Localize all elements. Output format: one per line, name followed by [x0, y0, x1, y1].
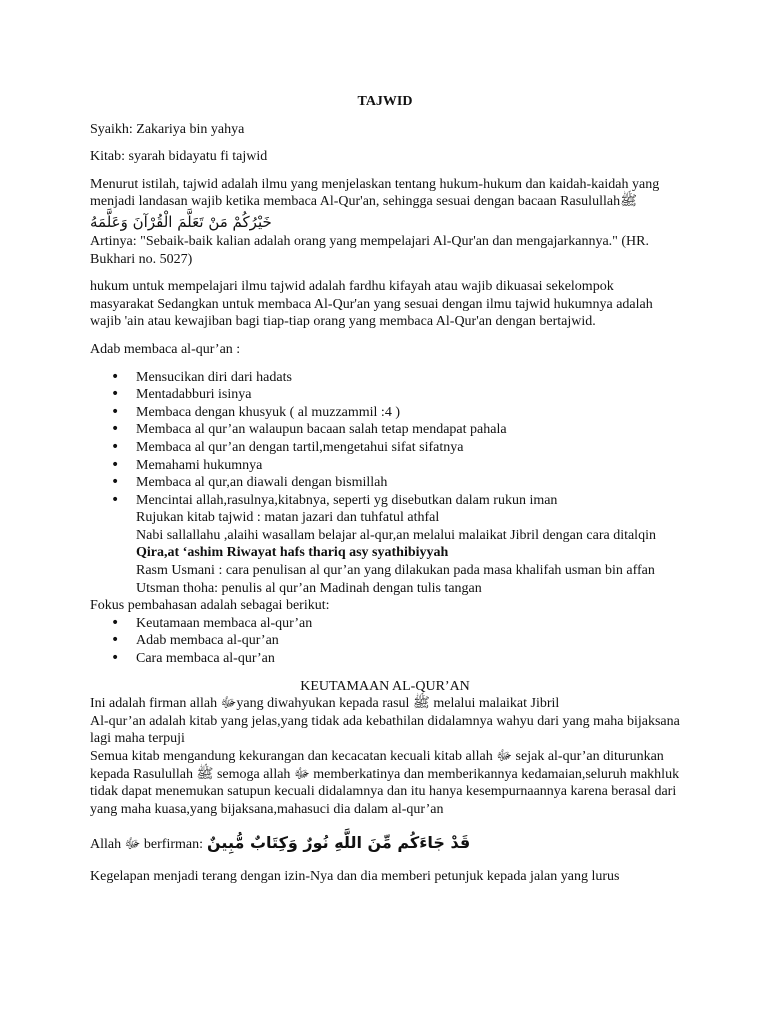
keutamaan-para-2: Al-qur’an adalah kitab yang jelas,yang tidak ada kebathilan didalamnya wahyu dari yang maha bijaksana lagi maha terpuji: [90, 713, 680, 747]
list-item: • Memahami hukumnya: [136, 457, 680, 475]
adab-heading: Adab membaca al-qur’an :: [90, 341, 241, 357]
list-item: • Membaca dengan khusyuk ( al muzzammil :4 ): [136, 404, 680, 422]
author-line: Syaikh: Zakariya bin yahya: [90, 121, 245, 137]
keutamaan-para-1: Ini adalah firman allah ﷻyang diwahyukan kepada rasul ﷺ melalui malaikat Jibril: [90, 696, 560, 712]
intro-paragraph: Menurut istilah, tajwid adalah ilmu yang menjelaskan tentang hukum-hukum dan kaidah-kaidah yang menjadi landasan wajib ketika membaca Al-Qur'an, sehingga sesuai dengan bacaan Rasulullahﷺ: [90, 176, 660, 210]
note-qiraat: Qira,at ‘ashim Riwayat hafs thariq asy syathibiyyah: [136, 545, 449, 561]
adab-list: [90, 369, 680, 510]
closing-paragraph: Kegelapan menjadi terang dengan izin-Nya dan dia memberi petunjuk kepada jalan yang lurus: [90, 869, 620, 885]
ayah-arabic: قَدْ جَاءَكُم مِّنَ اللَّهِ نُورٌ وَكِتَابٌ مُّبِينٌ: [207, 833, 471, 853]
hadith-meaning: Artinya: "Sebaik-baik kalian adalah orang yang mempelajari Al-Qur'an dan mengajarkannya." (HR. Bukhari no. 5027): [90, 233, 649, 267]
hadith-arabic: خَيْرُكُمْ مَنْ تَعَلَّمَ الْقُرْآنَ وَعَلَّمَهُ: [90, 212, 272, 231]
list-item: • Mencintai allah,rasulnya,kitabnya, seperti yg disebutkan dalam rukun iman: [136, 492, 680, 510]
section-title: KEUTAMAAN AL-QUR’AN: [300, 678, 470, 694]
fokus-heading: Fokus pembahasan adalah sebagai berikut:: [90, 598, 330, 614]
list-item: • Cara membaca al-qur’an: [136, 650, 680, 668]
list-item: • Mentadabburi isinya: [136, 386, 680, 404]
ayah-line: [90, 832, 680, 854]
note-nabi: Nabi sallallahu ,alaihi wasallam belajar al-qur,an melalui malaikat Jibril dengan cara ditalqin: [136, 527, 656, 543]
list-item: • Keutamaan membaca al-qur’an: [136, 615, 680, 633]
list-item: • Membaca al qur’an walaupun bacaan salah tetap mendapat pahala: [136, 421, 680, 439]
book-line: Kitab: syarah bidayatu fi tajwid: [90, 149, 268, 165]
ruling-paragraph: hukum untuk mempelajari ilmu tajwid adalah fardhu kifayah atau wajib dikuasai sekelompok masyarakat Sedangkan untuk membaca Al-Qur'an yang sesuai dengan ilmu tajwid hukumnya adalah wajib 'ain atau kewajiban bagi tiap-tiap orang yang membaca Al-Qur'an dengan bertajwid.: [90, 279, 653, 330]
allah-label: Allah ﷻ berfirman:: [90, 837, 204, 853]
list-item: • Adab membaca al-qur’an: [136, 632, 680, 650]
list-item: • Mensucikan diri dari hadats: [136, 369, 680, 387]
note-rujukan: Rujukan kitab tajwid : matan jazari dan tuhfatul athfal: [136, 510, 440, 526]
document-title: TAJWID: [357, 94, 413, 109]
note-utsman: Utsman thoha: penulis al qur’an Madinah dengan tulis tangan: [136, 580, 482, 596]
list-item: • Membaca al qur’an dengan tartil,mengetahui sifat sifatnya: [136, 439, 680, 457]
document-body: [90, 93, 680, 886]
list-item: • Membaca al qur,an diawali dengan bismillah: [136, 474, 680, 492]
notes-block: [90, 509, 680, 597]
fokus-list: [90, 615, 680, 668]
note-rasm: Rasm Usmani : cara penulisan al qur’an yang dilakukan pada masa khalifah usman bin affan: [136, 563, 655, 579]
keutamaan-para-3: Semua kitab mengandung kekurangan dan kecacatan kecuali kitab allah ﷻ sejak al-qur’an diturunkan kepada Rasulullah ﷺ semoga allah ﷻ memberkatinya dan memberikannya kedamaian,seluruh makhluk tidak dapat menemukan satupun kecuali didalamnya dan itu hanya kesempurnaannya karena berasal dari yang maha kuasa,yang bijaksana,mahasuci dia dalam al-qur’an: [90, 749, 680, 817]
